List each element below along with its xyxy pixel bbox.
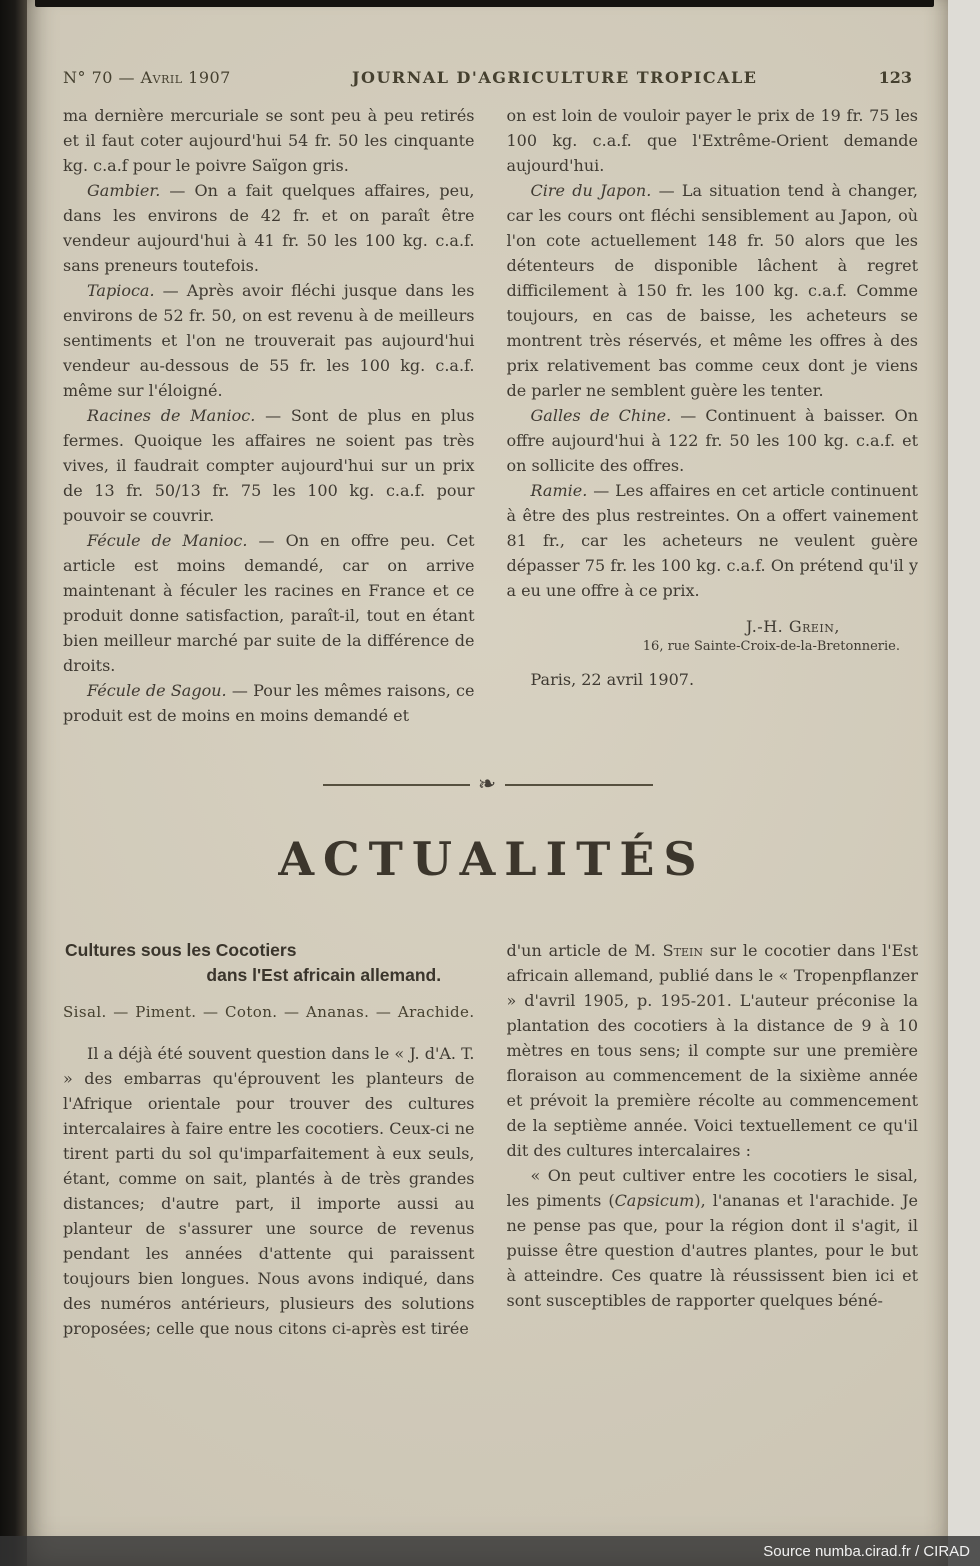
dateline: Paris, 22 avril 1907. — [530, 670, 695, 689]
product-name: Racines de Manioc. — [87, 406, 256, 425]
scan-edge-artifact — [35, 0, 934, 7]
article-quote-paragraph — [507, 1163, 919, 1313]
divider-rule-left — [323, 784, 471, 786]
product-name: Tapioca. — [87, 281, 155, 300]
market-paragraph — [63, 178, 475, 278]
person-name: Stein — [662, 941, 703, 960]
market-paragraph — [507, 178, 919, 403]
latin-term: Capsicum — [614, 1191, 695, 1210]
running-head — [63, 68, 912, 87]
product-name: Fécule de Manioc. — [87, 531, 248, 550]
market-paragraph — [507, 403, 919, 478]
article-subtitle: Sisal. — Piment. — Coton. — Ananas. — Arachide. — [63, 1002, 475, 1021]
paragraph-text: — On a fait quelques affaires, peu, dans les environs de 42 fr. et on paraît être vendeur aujourd'hui à 41 fr. 50 les 100 kg. c.a.f. sans preneurs toutefois. — [63, 181, 475, 275]
market-paragraph — [507, 478, 919, 603]
product-name: Galles de Chine. — [530, 406, 672, 425]
market-report-section — [63, 103, 918, 728]
article-paragraph: Il a déjà été souvent question dans le « J. d'A. T. » des embarras qu'éprouvent les planteurs de l'Afrique orientale pour trouver des cultures intercalaires à faire entre les cocotiers. Ceux-ci ne tirent parti du sol qu'imparfaitement à eux seuls, étant, comme on sait, plantés à de très grandes distances; d'autre part, il importe aussi au planteur de s'assurer une source de revenus pendant les années d'attente qui paraissent toujours bien longues. Nous avons indiqué, dans des numéros antérieurs, plusieurs des solutions proposées; celle que nous citons ci-après est tirée — [63, 1043, 475, 1338]
paragraph-text: on est loin de vouloir payer le prix de 19 fr. 75 les 100 kg. c.a.f. que l'Extrême-Orient demande aujourd'hui. — [506, 106, 918, 175]
journal-title: JOURNAL D'AGRICULTURE TROPICALE — [351, 68, 758, 87]
source-watermark-bar — [0, 1536, 980, 1566]
author-address: 16, rue Sainte-Croix-de-la-Bretonnerie. — [642, 639, 900, 654]
issue-number: N° 70 — Avril 1907 — [63, 68, 231, 87]
journal-page — [27, 0, 948, 1566]
author-name: J.-H. Grein, — [746, 617, 840, 636]
product-name: Gambier. — [87, 181, 161, 200]
article-right-column — [507, 938, 919, 1341]
product-name: Fécule de Sagou. — [87, 681, 227, 700]
paragraph-text: — Continuent à baisser. On offre aujourd'hui à 122 fr. 50 les 100 kg. c.a.f. et on sollicite des offres. — [506, 406, 918, 475]
market-paragraph — [63, 678, 475, 728]
article-title — [63, 938, 475, 989]
paragraph-text: — Pour les mêmes raisons, ce produit est de moins en moins demandé et — [63, 681, 475, 725]
product-name: Cire du Japon. — [530, 181, 652, 200]
paragraph-text: — Les affaires en cet article continuent à être des plus restreintes. On a offert vainement 81 fr., car les acheteurs ne veulent guère dépasser 75 fr. les 100 kg. c.a.f. On prétend qu'il y a eu une offre à ce prix. — [506, 481, 918, 600]
source-watermark-text: Source numba.cirad.fr / CIRAD — [763, 1542, 970, 1560]
market-paragraph — [63, 103, 475, 178]
paragraph-text: — La situation tend à changer, car les cours ont fléchi sensiblement au Japon, où l'on cote actuellement 148 fr. 50 alors que les détenteurs de disponible lâchent à regret difficilement à 150 fr. les 100 kg. c.a.f. Comme toujours, en cas de baisse, les acheteurs se montrent très réservés, et même les offres à des prix relativement bas comme ceux dont je viens de parler ne semblent guère les tenter. — [506, 181, 918, 400]
paragraph-text: — On en offre peu. Cet article est moins demandé, car on arrive maintenant à féculer les racines en France et ce produit donne satisfaction, paraît-il, tout en étant bien meilleur marché par suite de la différence de droits. — [63, 531, 475, 675]
paragraph-text: « On peut cultiver entre les cocotiers le sisal, les piments ( — [506, 1166, 918, 1210]
market-paragraph — [63, 278, 475, 403]
signature-block — [507, 617, 919, 689]
paragraph-text: — Sont de plus en plus fermes. Quoique les affaires ne soient pas très vives, il faudrait compter aujourd'hui sur un prix de 13 fr. 50/13 fr. 75 les 100 kg. c.a.f. pour pouvoir se couvrir. — [63, 406, 475, 525]
market-left-column — [63, 103, 475, 728]
market-paragraph — [63, 528, 475, 678]
article-section — [63, 938, 918, 1341]
market-right-column — [507, 103, 919, 728]
paragraph-text: sur le cocotier dans l'Est africain allemand, publié dans le « Tropenpflanzer » d'avril 1905, p. 195-201. L'auteur préconise la plantation des cocotiers à la distance de 9 à 10 mètres en tous sens; il compte sur une première floraison au commencement de la sixième année et prévoit la première récolte au commencement de la septième année. Voici textuellement ce qu'il dit des cultures intercalaires : — [506, 941, 918, 1160]
divider-rule-right — [505, 784, 653, 786]
market-paragraph — [63, 403, 475, 528]
paragraph-text: — Après avoir fléchi jusque dans les environs de 52 fr. 50, on est revenu à de meilleurs sentiments et l'on ne trouverait pas aujourd'hui vendeur au-dessous de 55 fr. les 100 kg. c.a.f. même sur l'éloigné. — [63, 281, 475, 400]
paragraph-text: ), l'ananas et l'arachide. Je ne pense pas que, pour la région dont il s'agit, il puisse être question d'autres plantes, pour le but à atteindre. Ces quatre là réussissent bien ici et sont susceptibles de rapporter quelques béné- — [506, 1191, 918, 1310]
fleuron-ornament-icon: ❧ — [476, 770, 499, 799]
section-heading: ACTUALITÉS — [278, 832, 706, 886]
article-paragraph — [507, 938, 919, 1163]
paragraph-text: ma dernière mercuriale se sont peu à peu retirés et il faut coter aujourd'hui 54 fr. 50 les cinquante kg. c.a.f pour le poivre Saïgon gris. — [63, 106, 475, 175]
article-title-line1: Cultures sous les Cocotiers — [65, 940, 297, 960]
paragraph-text: d'un article de M. — [506, 941, 663, 960]
page-number: 123 — [878, 68, 912, 87]
market-paragraph — [507, 103, 919, 178]
product-name: Ramie. — [530, 481, 588, 500]
article-left-column — [63, 938, 475, 1341]
section-divider — [323, 770, 653, 799]
book-binding-edge — [0, 0, 27, 1566]
article-title-line2: dans l'Est africain allemand. — [206, 965, 442, 986]
